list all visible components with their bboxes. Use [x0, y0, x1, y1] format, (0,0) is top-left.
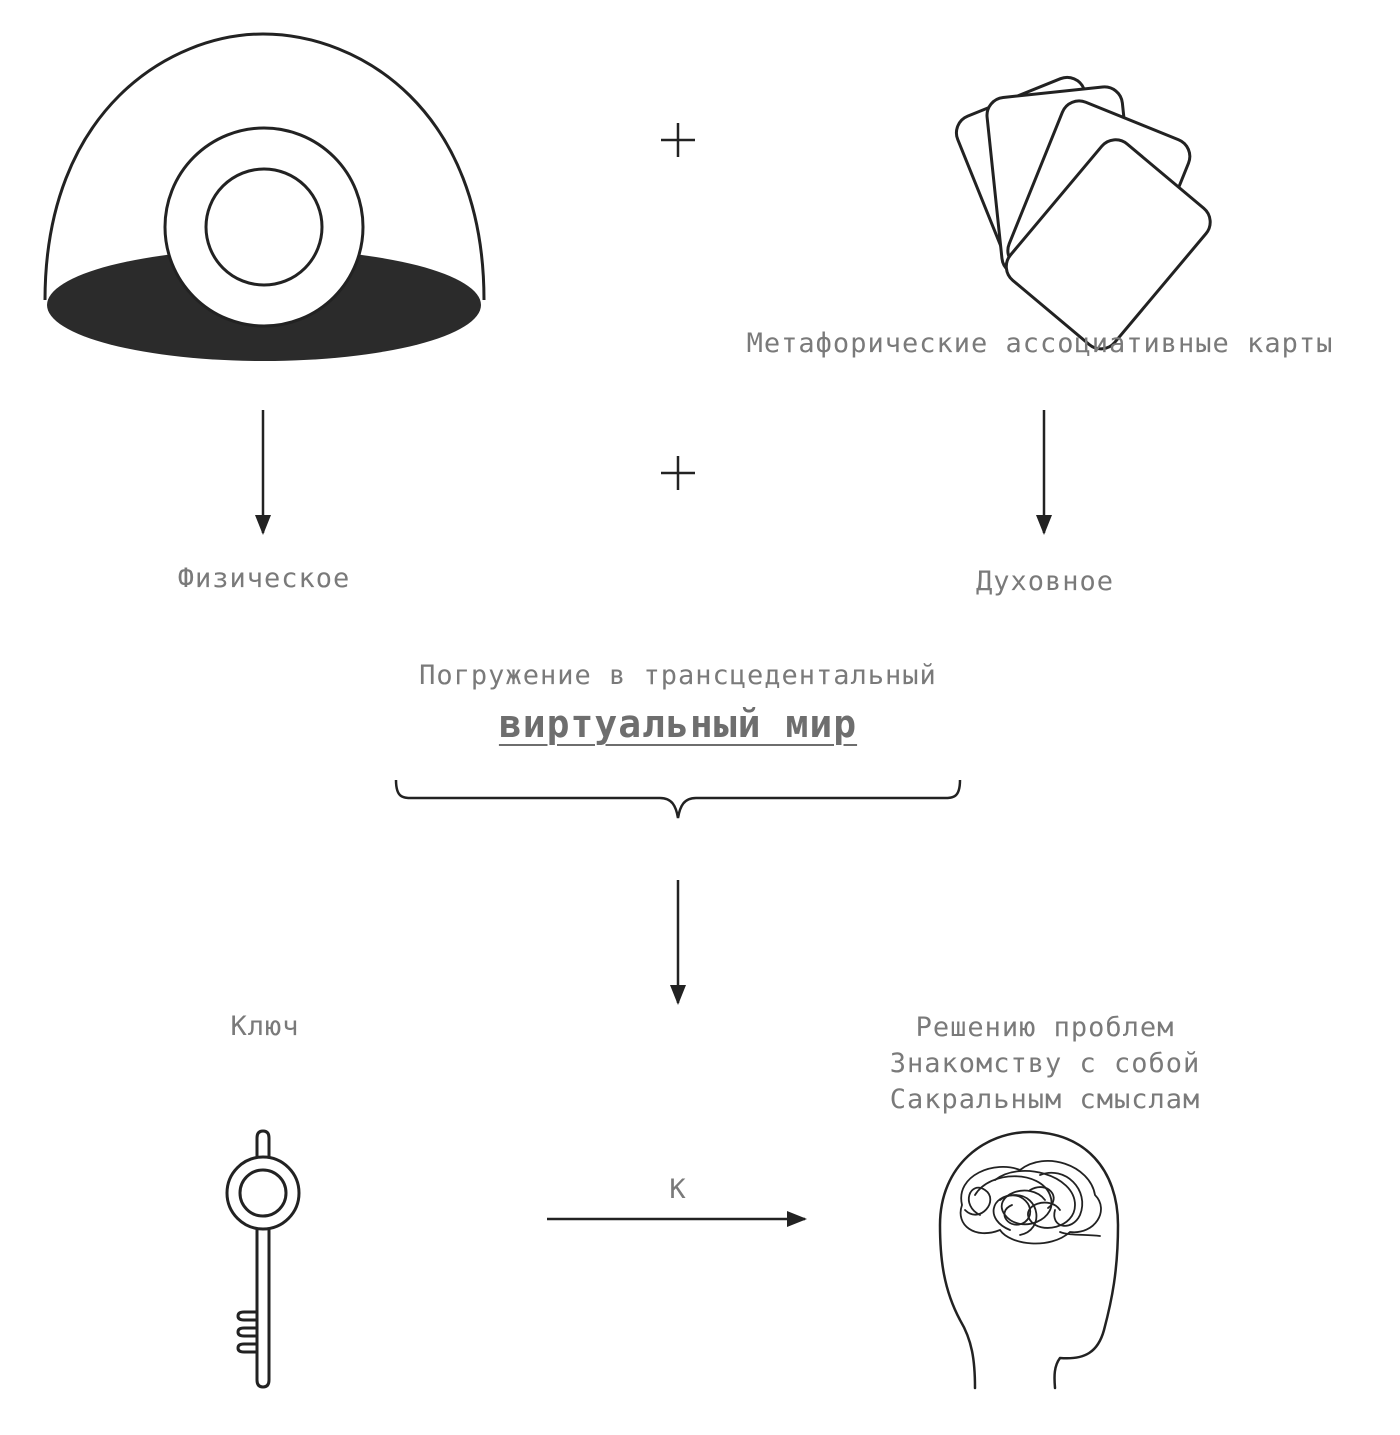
- spiritual-label: Духовное: [975, 566, 1115, 597]
- to-label: К: [669, 1174, 687, 1205]
- result-item: Знакомству с собой: [889, 1048, 1201, 1079]
- plus-icon: [661, 123, 695, 157]
- result-item: Сакральным смыслам: [889, 1084, 1201, 1115]
- key-icon: [227, 1131, 299, 1387]
- cards-label: Метафорические ассоциативные карты: [746, 328, 1334, 359]
- vr-dome-icon: [45, 34, 484, 361]
- head-icon: [940, 1132, 1118, 1388]
- virtual-world-label: виртуальный мир: [498, 702, 858, 746]
- immersion-label: Погружение в трансцедентальный: [419, 660, 937, 691]
- plus-icon: [661, 456, 695, 490]
- curly-brace: [396, 780, 960, 818]
- result-item: Решению проблем: [915, 1012, 1175, 1043]
- results-list: [860, 1010, 1230, 1118]
- tangle-icon: [961, 1161, 1101, 1244]
- cards-icon: [951, 72, 1218, 356]
- physical-label: Физическое: [177, 563, 351, 594]
- key-label: Ключ: [230, 1011, 300, 1042]
